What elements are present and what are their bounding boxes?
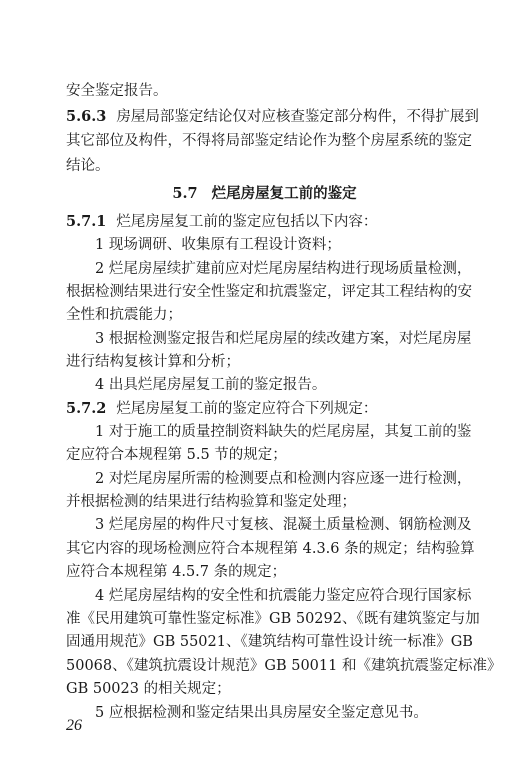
clause-text: 烂尾房屋复工前的鉴定应包括以下内容： <box>116 214 378 230</box>
list-item: 1 现场调研、收集原有工程设计资料； <box>95 237 341 253</box>
text-line: 应符合本规程第 4.5.7 条的规定； <box>66 564 287 580</box>
clause-number: 5.7.1 <box>66 213 107 230</box>
text-line: 根据检测结果进行安全性鉴定和抗震鉴定，评定其工程结构的安 <box>66 284 472 300</box>
text-line: 50068、《建筑抗震设计规范》GB 50011 和《建筑抗震鉴定标准》 <box>66 658 502 674</box>
list-item: 3 烂尾房屋的构件尺寸复核、混凝土质量检测、钢筋检测及 <box>95 517 472 533</box>
text-line: 并根据检测的结果进行结构验算和鉴定处理； <box>66 494 356 510</box>
list-item: 4 出具烂尾房屋复工前的鉴定报告。 <box>95 377 327 393</box>
text-line: 固通用规范》GB 55021、《建筑结构可靠性设计统一标准》GB <box>66 634 473 650</box>
text-line: 进行结构复核计算和分析； <box>66 354 240 370</box>
list-item: 2 对烂尾房屋所需的检测要点和检测内容应逐一进行检测， <box>95 471 472 487</box>
section-title: 烂尾房屋复工前的鉴定 <box>211 185 357 202</box>
clause-text: 房屋局部鉴定结论仅对应核查鉴定部分构件，不得扩展到 <box>116 109 479 125</box>
text-line: 准《民用建筑可靠性鉴定标准》GB 50292、《既有建筑鉴定与加 <box>66 611 480 627</box>
text-line: 定应符合本规程第 5.5 节的规定； <box>66 447 287 463</box>
list-item: 4 烂尾房屋结构的安全性和抗震能力鉴定应符合现行国家标 <box>95 588 472 604</box>
clause-5-7-1 <box>66 213 377 231</box>
page-number: 26 <box>66 717 82 734</box>
clause-number: 5.6.3 <box>66 108 107 125</box>
text-line: GB 50023 的相关规定； <box>66 681 231 697</box>
list-item: 5 应根据检测和鉴定结果出具房屋安全鉴定意见书。 <box>95 705 428 721</box>
clause-text: 烂尾房屋复工前的鉴定应符合下列规定： <box>116 401 378 417</box>
text-line: 安全鉴定报告。 <box>66 83 168 99</box>
section-number: 5.7 <box>172 185 198 202</box>
list-item: 2 烂尾房屋续扩建前应对烂尾房屋结构进行现场质量检测， <box>95 261 472 277</box>
section-heading <box>0 185 529 203</box>
text-line: 其它部位及构件，不得将局部鉴定结论作为整个房屋系统的鉴定 <box>66 133 472 149</box>
clause-number: 5.7.2 <box>66 400 107 417</box>
clause-5-7-2 <box>66 400 377 418</box>
clause-5-6-3 <box>66 108 479 126</box>
text-line: 全性和抗震能力； <box>66 307 182 323</box>
text-line: 结论。 <box>66 158 110 174</box>
list-item: 3 根据检测鉴定报告和烂尾房屋的续改建方案，对烂尾房屋 <box>95 331 472 347</box>
list-item: 1 对于施工的质量控制资料缺失的烂尾房屋，其复工前的鉴 <box>95 424 472 440</box>
text-line: 其它内容的现场检测应符合本规程第 4.3.6 条的规定；结构验算 <box>66 541 475 557</box>
